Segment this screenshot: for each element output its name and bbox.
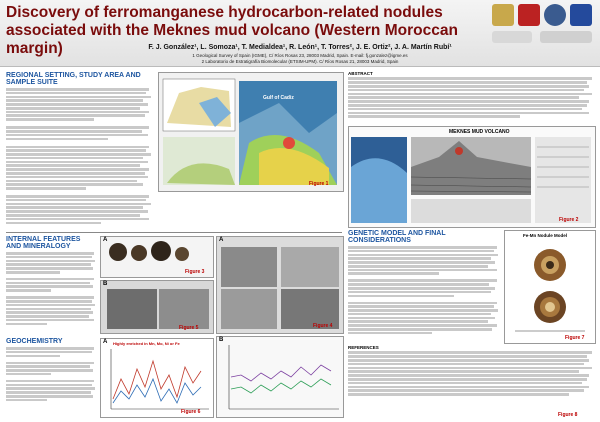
map-label-gulf: Gulf of Cadiz xyxy=(263,95,294,101)
poster-title: Discovery of ferromanganese hydrocarbon-related nodules associated with the Meknes mud volcano (Western Moroccan margin) xyxy=(6,4,458,57)
nodule-model-diagram xyxy=(505,231,595,343)
internal-section xyxy=(6,236,96,326)
seismic-profile-figure xyxy=(349,127,595,227)
cruise-logo xyxy=(492,31,532,43)
sem-image xyxy=(281,247,339,287)
rare-earth-chart xyxy=(217,337,343,417)
figure-4-label: Figure 4 xyxy=(313,323,333,329)
microscope-image xyxy=(159,289,209,329)
abstract-section xyxy=(348,72,594,119)
abstract-heading: ABSTRACT xyxy=(348,71,373,76)
figure-5-panel: B Figure 5 xyxy=(100,280,214,334)
figure-3-panel: A Figure 3 xyxy=(100,236,214,278)
igme-logo xyxy=(518,4,540,26)
affiliation-1: 1 Geological Survey of Spain (IGME), C/ Ríos Rosas 23, 28003 Madrid, Spain. E-mail: fj.gonzalez@igme.es xyxy=(192,53,408,58)
affiliation-2: 2 Laboratorio de Estratigrafía Biomolecular (ETSIM-UPM). C/ Ríos Rosas 21, 28003 Madrid, Spain xyxy=(201,58,399,64)
geochem-text-block xyxy=(6,347,96,401)
bathymetry-map xyxy=(159,73,343,191)
figure-8-label: Figure 8 xyxy=(558,412,578,418)
figure-3-label: Figure 3 xyxy=(185,269,205,275)
geochem-chart xyxy=(101,339,213,417)
figure-7-panel xyxy=(504,230,596,344)
figure-5-label: Figure 5 xyxy=(179,325,199,331)
figure-4-panel: A Figure 4 xyxy=(216,236,344,334)
eu-logo xyxy=(570,4,592,26)
regional-section xyxy=(6,72,152,225)
nodule-photo xyxy=(151,241,171,261)
genetic-section xyxy=(348,230,500,336)
genetic-text-block xyxy=(348,246,500,334)
figure-1-map-panel xyxy=(158,72,344,192)
sem-image xyxy=(221,247,277,287)
affiliations xyxy=(120,53,480,64)
nodule-photo xyxy=(175,247,189,261)
figure-2-panel xyxy=(348,126,596,228)
geochemistry-section xyxy=(6,338,96,403)
authors: F. J. González¹, L. Somoza¹, T. Medialdea¹, R. León¹, T. Torres², J. E. Ortiz², J. A. Martín Rubí¹ xyxy=(148,44,452,51)
spain-crest-logo xyxy=(492,4,514,26)
internal-text-block xyxy=(6,252,96,325)
references-section xyxy=(348,345,594,418)
university-seal-logo xyxy=(544,4,566,26)
genetic-section-title: GENETIC MODEL AND FINAL CONSIDERATIONS xyxy=(348,230,446,244)
figure-2-label: Figure 2 xyxy=(559,217,579,223)
figure-1-label: Figure 1 xyxy=(309,181,329,187)
volcano-title: MEKNES MUD VOLCANO xyxy=(449,129,510,135)
figure-6b-panel: B xyxy=(216,336,344,418)
project-logo xyxy=(540,31,592,43)
figure-7-label: Figure 7 xyxy=(565,335,585,341)
internal-section-title: INTERNAL FEATURES AND MINERALOGY xyxy=(6,236,81,250)
diagram-title: Fe-Mn Nodule Model xyxy=(523,233,567,238)
section-divider-left xyxy=(6,232,342,233)
abstract-text-block xyxy=(348,72,594,118)
regional-text-block xyxy=(6,88,152,224)
nodule-photo xyxy=(131,245,147,261)
nodule-photo xyxy=(109,243,127,261)
figure-6-label: Figure 6 xyxy=(181,409,201,415)
sem-image xyxy=(221,289,277,329)
figure-6-panel: A Highly enriched in Mn, Mo, Ni or Fe Figure 6 xyxy=(100,338,214,418)
references-text-block xyxy=(348,346,594,396)
microscope-image xyxy=(107,289,157,329)
regional-section-title: REGIONAL SETTING, STUDY AREA AND SAMPLE SUITE xyxy=(6,72,141,86)
references-heading: REFERENCES xyxy=(348,345,379,350)
figure-6-caption: Highly enriched in Mn, Mo, Ni or Fe xyxy=(113,341,180,346)
poster-header xyxy=(0,0,600,67)
geochemistry-section-title: GEOCHEMISTRY xyxy=(6,338,63,345)
